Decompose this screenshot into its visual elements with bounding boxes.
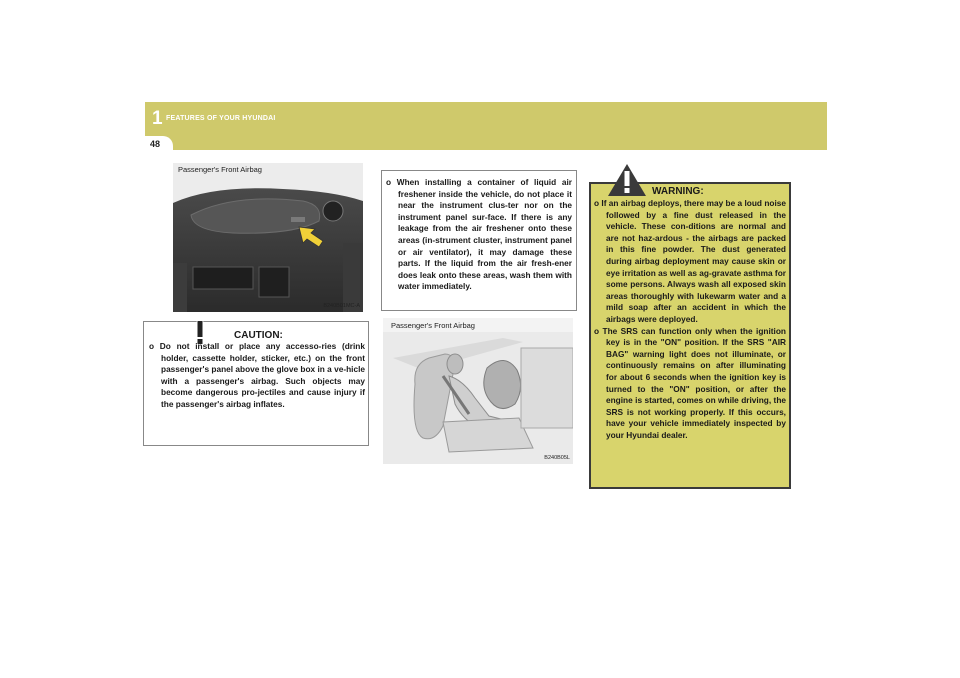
- caution-box: [143, 321, 369, 446]
- caution-title: CAUTION:: [234, 330, 283, 341]
- figure-code: B240B05L: [544, 455, 570, 461]
- warning-title: WARNING:: [652, 186, 704, 197]
- header-band: [145, 102, 827, 150]
- caution-text: o Do not install or place any accesso-ries (drink holder, cassette holder, sticker, etc.) on the front passenger's panel above the glove box in a ve-hicle with a passenger's airbag. Such objects may become dangerous pro-jectiles and cause injury if the passenger's airbag inflates.: [149, 341, 365, 409]
- dashboard-airbag-photo: [173, 163, 363, 312]
- warning-item: o If an airbag deploys, there may be a loud noise followed by a fine dust released in the vehicle. These con-ditions are normal and are not haz-ardous - the airbags are packed in this fine powder. The dust generated during airbag deployment may cause skin or eye irritation as well as ag-gravate asthma for some persons. Always wash all exposed skin areas thoroughly with lukewarm water and a mild soap after an accident in which the airbags were deployed.: [594, 198, 786, 324]
- figure-caption: Passenger's Front Airbag: [391, 321, 475, 330]
- chapter-number: 1: [152, 108, 163, 129]
- figure-code: B240B01MC-A: [323, 303, 360, 309]
- warning-box: [589, 182, 791, 489]
- exclamation-triangle-icon: [606, 162, 648, 198]
- warning-item: o The SRS can function only when the ignition key is in the "ON" position. If the SRS "AIR BAG" warning light does not illuminate, or continuously remains on after illuminating for about 6 seconds when the ignition key is turned to the "ON" position, or after the engine is started, comes on while driving, the SRS is not working properly. If this occurs, have your vehicle immediately inspected by your Hyundai dealer.: [594, 325, 786, 440]
- air-freshener-text: o When installing a container of liquid air freshener inside the vehicle, do not place it near the instrument clus-ter nor on the instrument panel sur-face. If there is any leakage from the air freshener onto these areas (in-strument cluster, instrument panel or air ventilator), it may damage these parts. If the liquid from the air fresh-ener does leak onto these areas, wash them with water immediately.: [386, 177, 572, 292]
- figure-caption: Passenger's Front Airbag: [178, 165, 262, 174]
- chapter-title: FEATURES OF YOUR HYUNDAI: [166, 115, 276, 122]
- page-number: 48: [150, 139, 161, 149]
- passenger-airbag-drawing: [383, 318, 573, 464]
- arrow-icon: [173, 163, 363, 312]
- airbag-deployment-illustration: [383, 318, 573, 464]
- warning-list: [594, 198, 786, 441]
- air-freshener-notice: [381, 170, 577, 311]
